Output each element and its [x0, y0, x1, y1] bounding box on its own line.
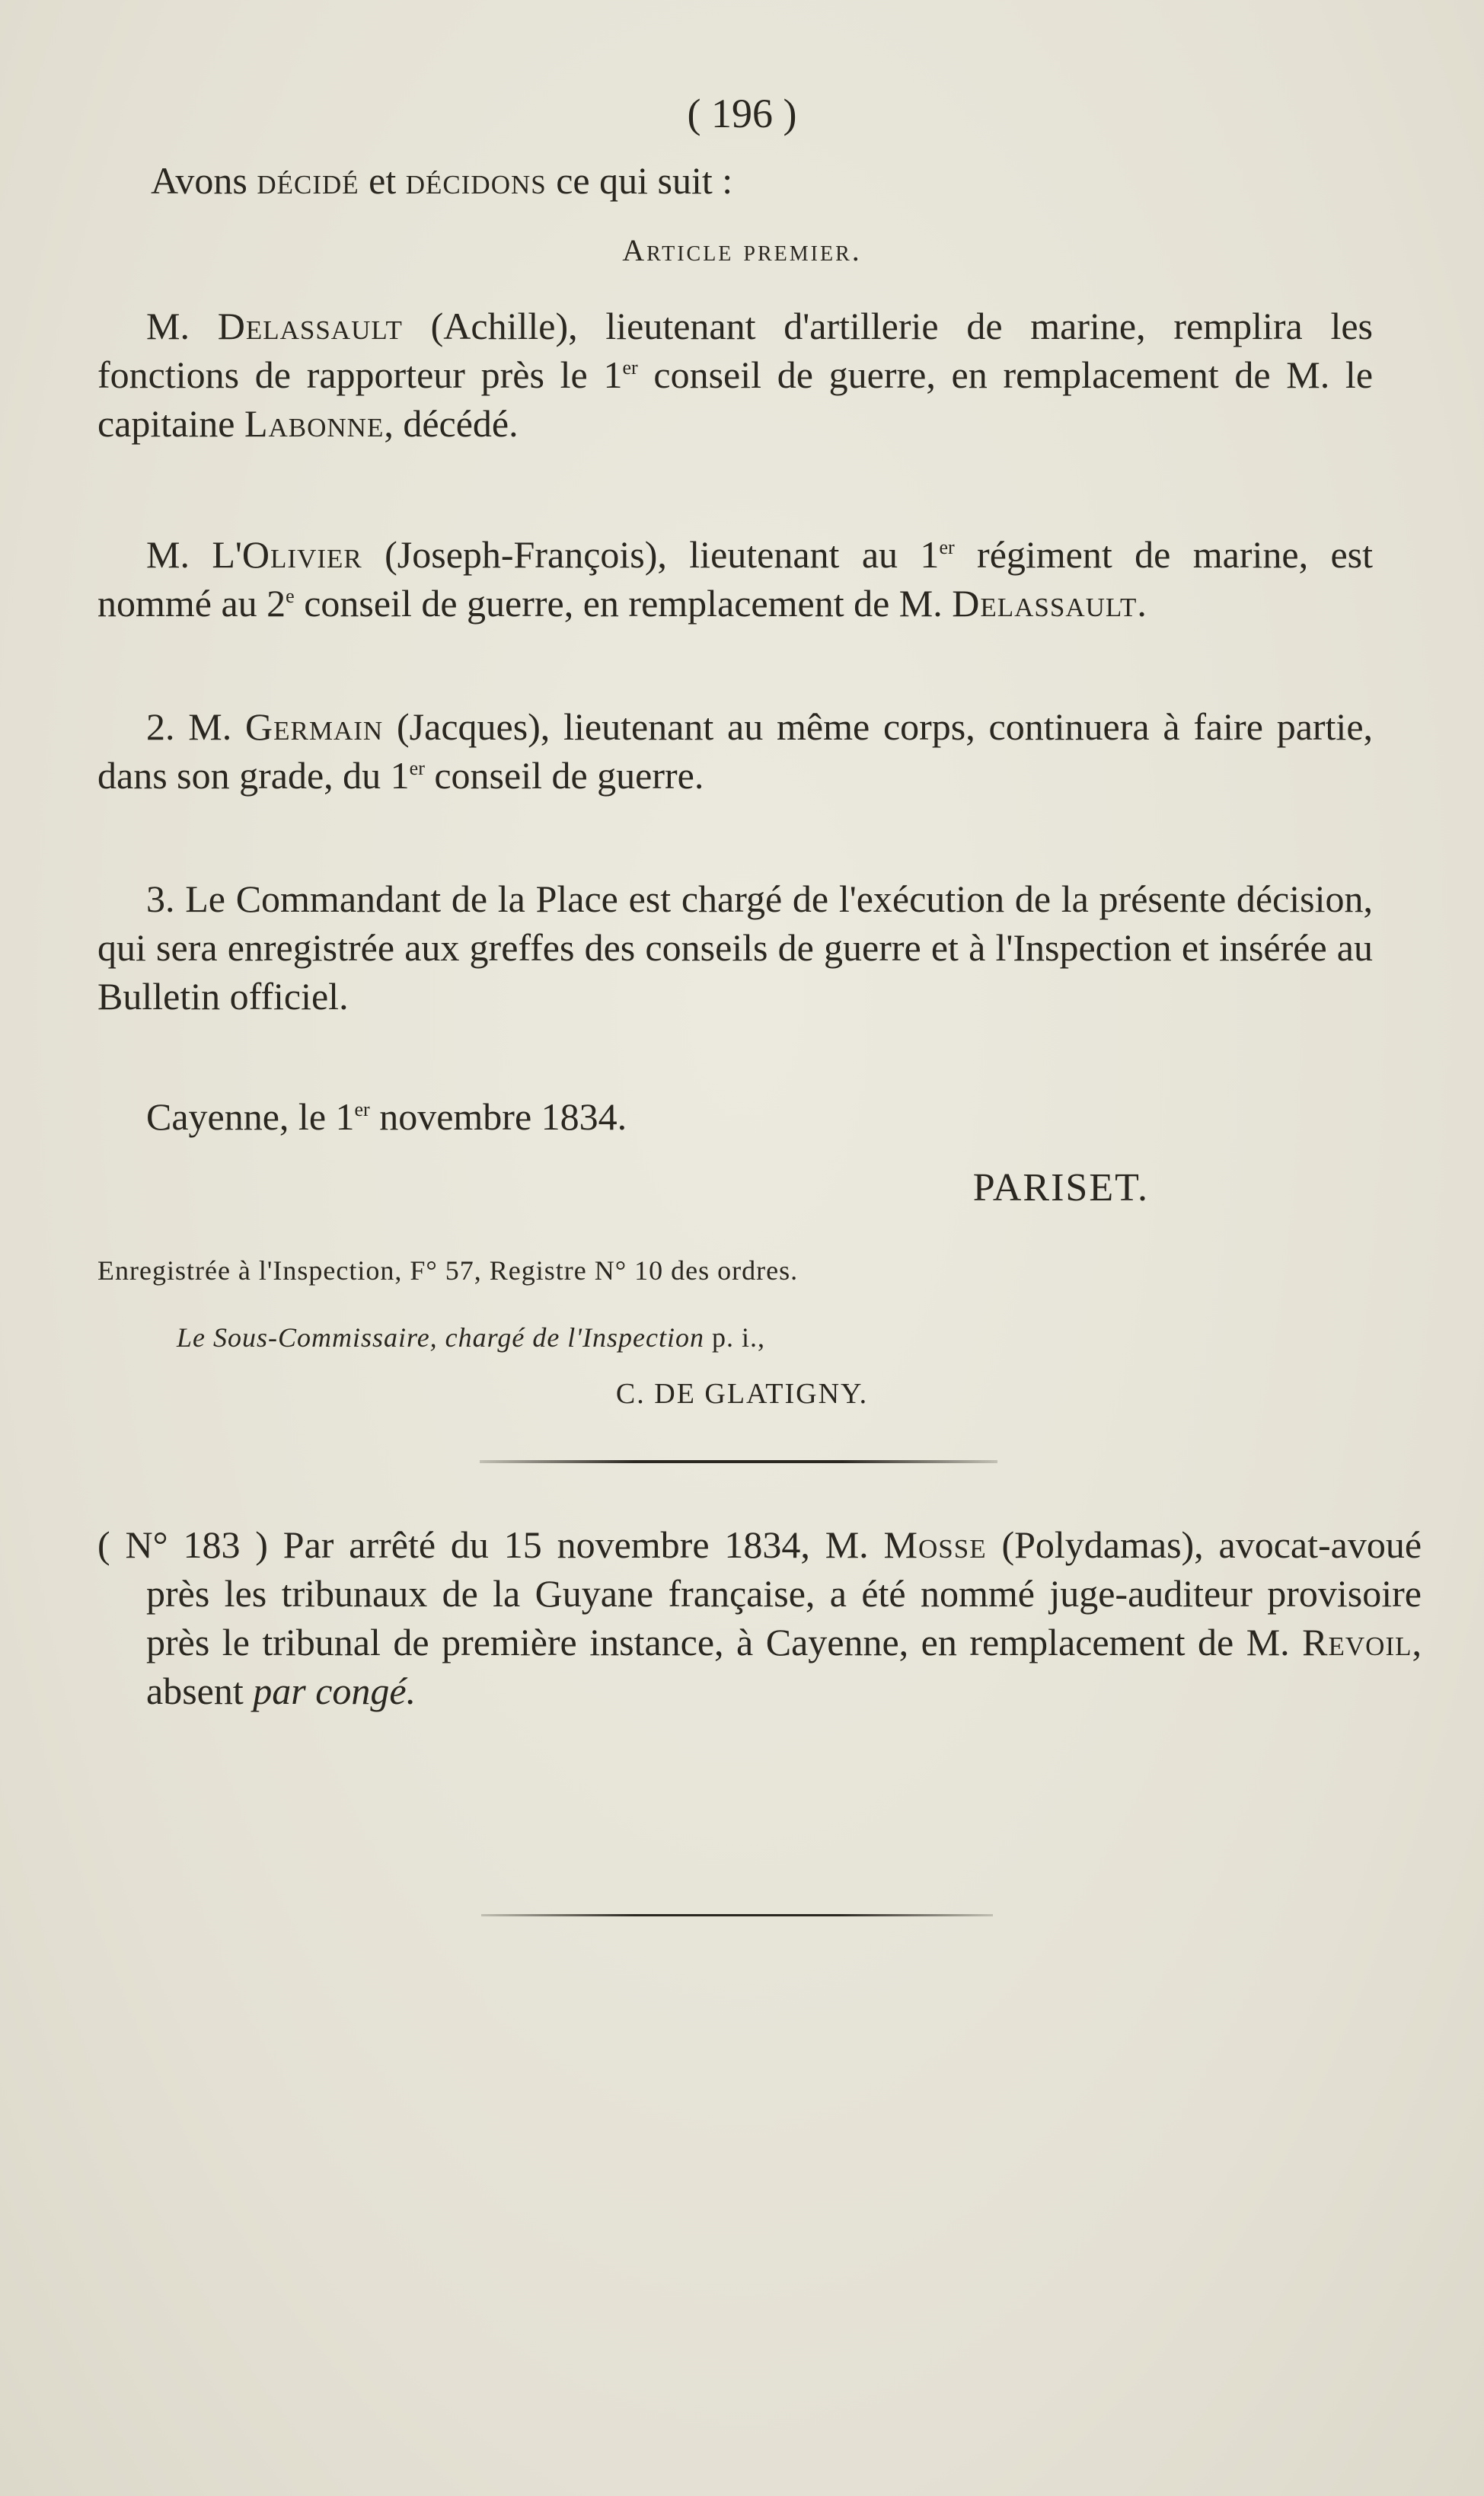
- intro-line: [151, 158, 732, 203]
- divider-rule: [480, 1460, 997, 1463]
- n183-name-revoil: Revoil: [1302, 1621, 1412, 1663]
- date-part-1: Cayenne, le 1: [146, 1095, 355, 1138]
- p1-name-delassault: Delassault: [217, 305, 403, 347]
- notice-183: [97, 1520, 1422, 1715]
- registration-line: Enregistrée à l'Inspection, F° 57, Registre N° 10 des ordres.: [97, 1255, 799, 1286]
- intro-word-et: et: [369, 159, 397, 202]
- paragraph-olivier: [97, 530, 1373, 628]
- paragraph-germain: [97, 702, 1373, 800]
- commissaire-line: [177, 1322, 765, 1353]
- paragraph-delassault: [97, 302, 1373, 448]
- n183-body-2: (Polydamas), avocat-avoué près les tribunaux de la Guyane française, a été nommé juge-auditeur provisoire près le tribunal de première instance, à Cayenne, en remplacement de M.: [146, 1523, 1422, 1663]
- end-rule: [481, 1914, 993, 1916]
- p1-name-labonne: Labonne: [244, 402, 385, 445]
- p2-name-delassault: Delassault.: [952, 582, 1147, 625]
- date-sup: er: [354, 1098, 370, 1120]
- commissaire-name: C. DE GLATIGNY.: [615, 1378, 869, 1410]
- paragraph-commandant: [97, 874, 1373, 1021]
- p1-sup: er: [622, 356, 638, 379]
- intro-word-decidons: décidons: [405, 159, 547, 202]
- p3-body-2: conseil de guerre.: [434, 754, 704, 797]
- n183-body: ( N° 183 ) Par arrêté du 15 novembre 1834, M.: [97, 1523, 869, 1566]
- p2-sup-2: e: [286, 585, 295, 607]
- page-number: ( 196 ): [687, 91, 797, 136]
- p1-body-2: conseil de guerre, en remplacement de M. le capitaine: [97, 353, 1374, 445]
- intro-word-avons: Avons: [151, 159, 247, 202]
- p1-prefix: M.: [146, 305, 190, 347]
- signature-pariset: PARISET.: [972, 1166, 1149, 1210]
- p1-body: (Achille), lieutenant d'artillerie de marine, remplira les fonctions de rapporteur près le 1: [97, 305, 1373, 396]
- date-part-2: novembre 1834.: [379, 1095, 627, 1138]
- p3-name-germain: Germain: [245, 705, 384, 748]
- p2-body: (Joseph-François), lieutenant au 1: [385, 533, 940, 576]
- commissaire-pi: p. i.,: [711, 1322, 765, 1353]
- p2-sup-1: er: [939, 536, 955, 558]
- p4-body: 3. Le Commandant de la Place est chargé de l'exécution de la présente décision, qui sera enregistrée aux greffes des conseils de guerre et à l'Inspection et insérée au Bulletin officiel.: [97, 877, 1373, 1018]
- commissaire-title: Le Sous-Commissaire, chargé de l'Inspection: [177, 1322, 704, 1353]
- p1-body-3: , décédé.: [384, 402, 519, 445]
- n183-par-conge: par congé.: [253, 1670, 416, 1712]
- p2-body-2: régiment de marine, est nommé au 2: [97, 533, 1374, 625]
- p2-body-3: conseil de guerre, en remplacement de M.: [304, 582, 943, 625]
- signoff-date: [146, 1095, 627, 1139]
- n183-body-3: , absent: [146, 1621, 1422, 1712]
- article-heading: Article premier.: [622, 233, 862, 267]
- p2-prefix: M. L': [146, 533, 242, 576]
- p3-body: (Jacques), lieutenant au même corps, continuera à faire partie, dans son grade, du 1: [97, 705, 1374, 797]
- intro-word-decide: décidé: [257, 159, 359, 202]
- p3-sup: er: [409, 757, 425, 779]
- p2-name-olivier: Olivier: [241, 533, 362, 576]
- intro-word-suit: ce qui suit :: [556, 159, 733, 202]
- p3-prefix: 2. M.: [146, 705, 232, 748]
- n183-name-mosse: Mosse: [883, 1523, 987, 1566]
